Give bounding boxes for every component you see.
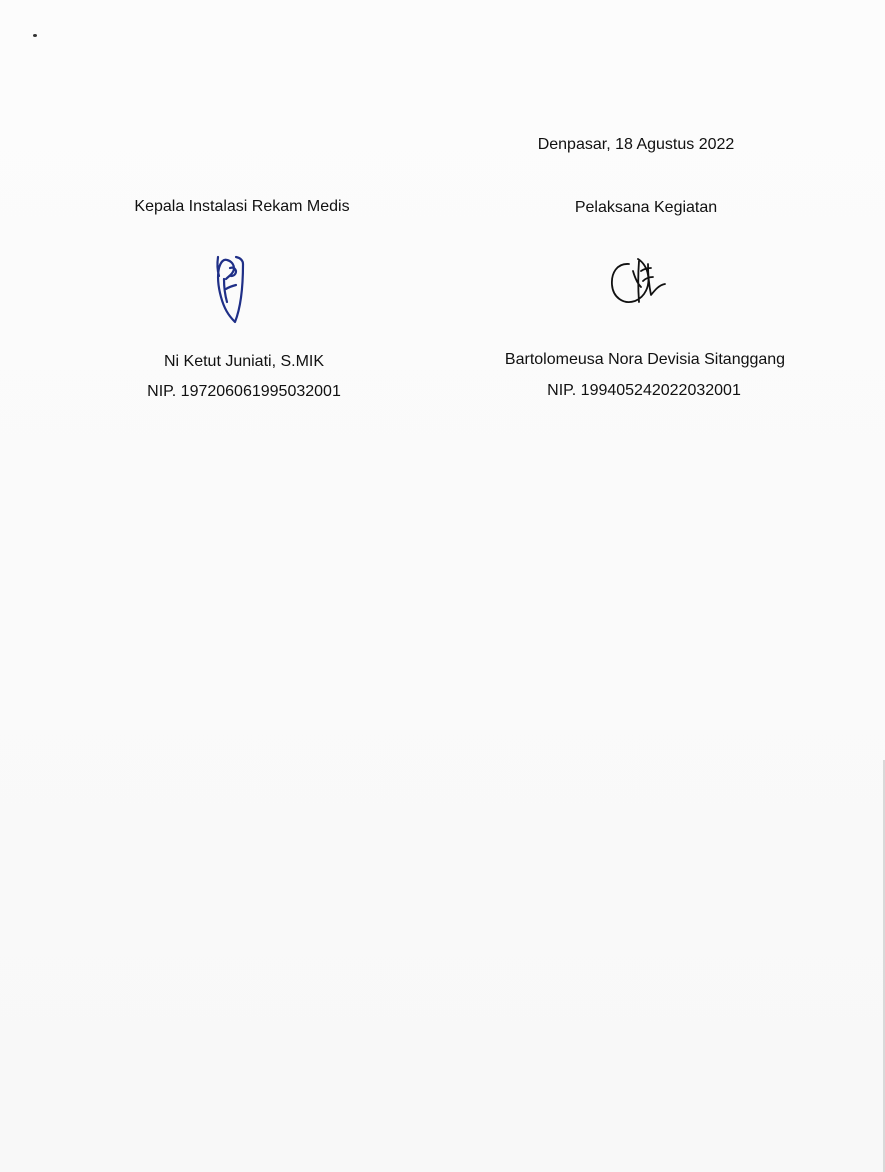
right-signature (607, 254, 669, 308)
scan-mark (33, 34, 37, 37)
left-signatory-role: Kepala Instalasi Rekam Medis (134, 198, 350, 215)
left-signatory-name: Ni Ketut Juniati, S.MIK (163, 353, 325, 370)
right-signatory-name: Bartolomeusa Nora Devisia Sitanggang (504, 351, 786, 368)
right-signatory-nip: NIP. 199405242022032001 (547, 382, 741, 399)
right-signatory-role: Pelaksana Kegiatan (574, 199, 718, 216)
left-signature (209, 252, 249, 327)
place-date: Denpasar, 18 Agustus 2022 (537, 136, 735, 153)
left-signatory-nip: NIP. 197206061995032001 (147, 383, 341, 400)
